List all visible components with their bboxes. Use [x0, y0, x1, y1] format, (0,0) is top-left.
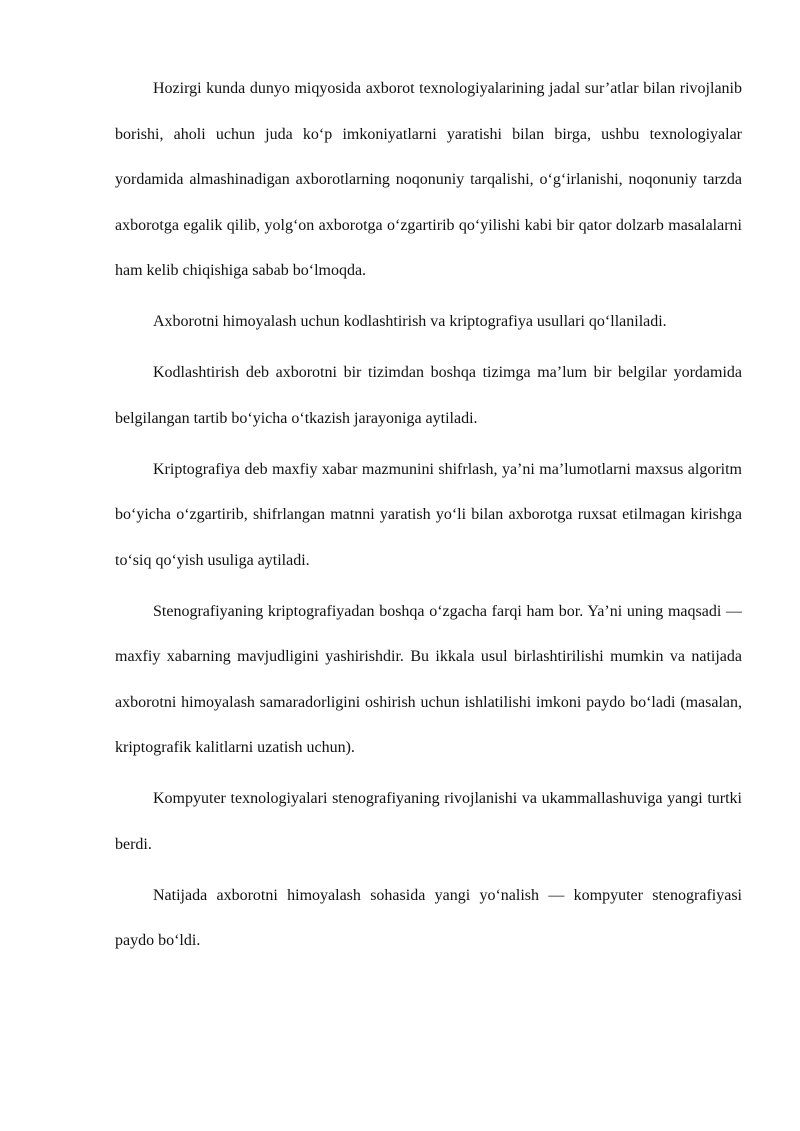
paragraph-7: Natijada axborotni himoyalash sohasida yangi yo‘nalish — kompyuter stenografiyasi paydo bo‘ldi. [115, 886, 742, 949]
paragraph-5: Stenografiyaning kriptografiyadan boshqa o‘zgacha farqi ham bor. Ya’ni uning maqsadi — maxfiy xabarning mavjudligini yashirishdir. Bu ikkala usul birlashtirilishi mumkin va natijada axborotni himoyalash samaradorligini oshirish uchun ishlatilishi imkoni paydo bo‘ladi (masalan, kriptografik kalitlarni uzatish uchun). [115, 602, 742, 756]
paragraph-6: Kompyuter texnologiyalari stenografiyaning rivojlanishi va ukammallashuviga yangi turtki berdi. [115, 790, 742, 853]
document-page [115, 66, 742, 964]
paragraph-1: Hozirgi kunda dunyo miqyosida axborot texnologiyalarining jadal sur’atlar bilan rivojlanib borishi, aholi uchun juda ko‘p imkoniyatlarni yaratishi bilan birga, ushbu texnologiyalar yordamida almashinadigan axborotlarning noqonuniy tarqalishi, o‘g‘irlanishi, noqonuniy tarzda axborotga egalik qilib, yolg‘on axborotga o‘zgartirib qo‘yilishi kabi bir qator dolzarb masalalarni ham kelib chiqishiga sabab bo‘lmoqda. [115, 80, 742, 279]
paragraph-3: Kodlashtirish deb axborotni bir tizimdan boshqa tizimga ma’lum bir belgilar yordamida belgilangan tartib bo‘yicha o‘tkazish jarayoniga aytiladi. [115, 364, 742, 427]
paragraph-4: Kriptografiya deb maxfiy xabar mazmunini shifrlash, ya’ni ma’lumotlarni maxsus algoritm bo‘yicha o‘zgartirib, shifrlangan matnni yaratish yo‘li bilan axborotga ruxsat etilmagan kirishga to‘siq qo‘yish usuliga aytiladi. [115, 460, 742, 569]
paragraph-2: Axborotni himoyalash uchun kodlashtirish va kriptografiya usullari qo‘llaniladi. [153, 313, 667, 330]
